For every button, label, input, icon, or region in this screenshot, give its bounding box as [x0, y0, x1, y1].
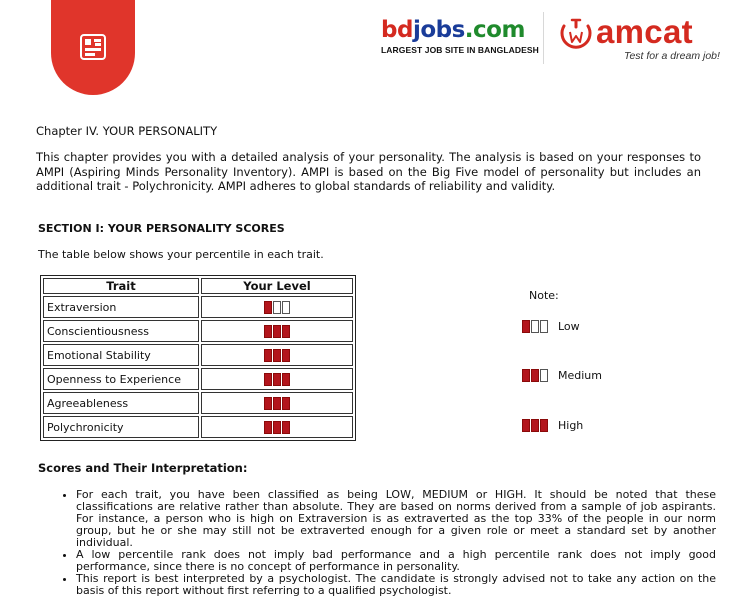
trait-level — [201, 320, 353, 342]
level-box-filled — [273, 421, 281, 434]
level-box-filled — [264, 373, 272, 386]
trait-level — [201, 392, 353, 414]
column-header-level: Your Level — [201, 278, 353, 294]
trait-level — [201, 344, 353, 366]
level-box-filled — [273, 349, 281, 362]
interpretation-bullet: • This report is best interpreted by a psychologist. The candidate is strongly advised not to take any action on the basis of this report without first referring to a qualified psychologist. — [76, 573, 716, 597]
interpretation-list — [62, 489, 716, 597]
table-row — [43, 344, 353, 366]
bdjobs-logo — [381, 17, 539, 55]
bdjobs-tagline: LARGEST JOB SITE IN BANGLADESH — [381, 45, 539, 55]
level-box-filled — [282, 373, 290, 386]
trait-name: Conscientiousness — [43, 320, 199, 342]
report-logo-icon — [80, 34, 106, 60]
interpretation-bullet: • A low percentile rank does not imply bad performance and a high percentile rank does not imply good performance, since there is no concept of performance in personality. — [76, 549, 716, 573]
table-header-row — [43, 278, 353, 294]
level-box-filled — [522, 320, 530, 333]
trait-name: Openness to Experience — [43, 368, 199, 390]
level-box-filled — [264, 397, 272, 410]
level-indicator — [264, 301, 290, 314]
trait-name: Extraversion — [43, 296, 199, 318]
level-box-filled — [540, 419, 548, 432]
level-box-filled — [282, 421, 290, 434]
legend-item-label: Medium — [558, 369, 602, 382]
trait-name: Polychronicity — [43, 416, 199, 438]
level-box-filled — [531, 419, 539, 432]
level-box-empty — [282, 301, 290, 314]
level-box-empty — [540, 369, 548, 382]
level-box-filled — [522, 419, 530, 432]
personality-scores-table — [40, 275, 356, 441]
interpretation-bullet: • For each trait, you have been classified as being LOW, MEDIUM or HIGH. It should be noted that these classifications are relative rather than absolute. They are based on norms derived from a sample of job aspirants. For instance, a person who is high on Extraversion is as extraverted as the top 33% of the people in our norm group, but he or she may still not be extraverted enough for a given role or meet a standard set by another individual. — [76, 489, 716, 549]
level-box-filled — [264, 325, 272, 338]
amcat-tagline: Test for a dream job! — [624, 50, 720, 62]
bdjobs-logo-com: .com — [464, 17, 525, 43]
trait-name: Emotional Stability — [43, 344, 199, 366]
level-box-filled — [264, 421, 272, 434]
section-title: SECTION I: YOUR PERSONALITY SCORES — [38, 222, 285, 235]
level-box-filled — [264, 301, 272, 314]
legend-level-indicator — [522, 419, 548, 432]
interpretation-title: Scores and Their Interpretation: — [38, 461, 248, 475]
level-box-empty — [273, 301, 281, 314]
level-box-empty — [540, 320, 548, 333]
table-row — [43, 392, 353, 414]
level-box-filled — [531, 369, 539, 382]
legend-level-indicator — [522, 320, 548, 333]
amcat-wordmark: amcat — [596, 13, 693, 50]
level-box-filled — [273, 325, 281, 338]
table-caption: The table below shows your percentile in each trait. — [38, 248, 324, 261]
level-box-filled — [282, 349, 290, 362]
table-row — [43, 296, 353, 318]
level-box-filled — [282, 397, 290, 410]
logo-divider — [543, 12, 544, 64]
chapter-title: Chapter IV. YOUR PERSONALITY — [36, 124, 218, 138]
level-box-filled — [264, 349, 272, 362]
column-header-trait: Trait — [43, 278, 199, 294]
trait-level — [201, 368, 353, 390]
level-indicator — [264, 397, 290, 410]
amcat-timer-icon — [558, 18, 594, 52]
legend-item-medium — [522, 369, 602, 382]
level-box-empty — [531, 320, 539, 333]
bdjobs-logo-bd: bd — [381, 17, 413, 43]
trait-name: Agreeableness — [43, 392, 199, 414]
level-indicator — [264, 349, 290, 362]
legend-item-label: Low — [558, 320, 580, 333]
bdjobs-logo-jobs: jobs — [412, 17, 465, 43]
legend-note-label: Note: — [529, 289, 559, 302]
level-box-filled — [273, 397, 281, 410]
legend-item-label: High — [558, 419, 584, 432]
table-row — [43, 368, 353, 390]
trait-level — [201, 416, 353, 438]
level-box-filled — [282, 325, 290, 338]
legend-item-low — [522, 320, 580, 333]
legend-level-indicator — [522, 369, 548, 382]
level-box-filled — [273, 373, 281, 386]
table-row — [43, 416, 353, 438]
legend-item-high — [522, 419, 583, 432]
level-indicator — [264, 325, 290, 338]
level-box-filled — [522, 369, 530, 382]
level-indicator — [264, 421, 290, 434]
chapter-intro: This chapter provides you with a detailed analysis of your personality. The analysis is based on your responses to AMPI (Aspiring Minds Personality Inventory). AMPI is based on the Big Five model of personality but includes an additional trait - Polychronicity. AMPI adheres to global standards of reliability and validity. — [36, 150, 701, 193]
level-indicator — [264, 373, 290, 386]
header-badge — [51, 0, 135, 95]
table-row — [43, 320, 353, 342]
trait-level — [201, 296, 353, 318]
